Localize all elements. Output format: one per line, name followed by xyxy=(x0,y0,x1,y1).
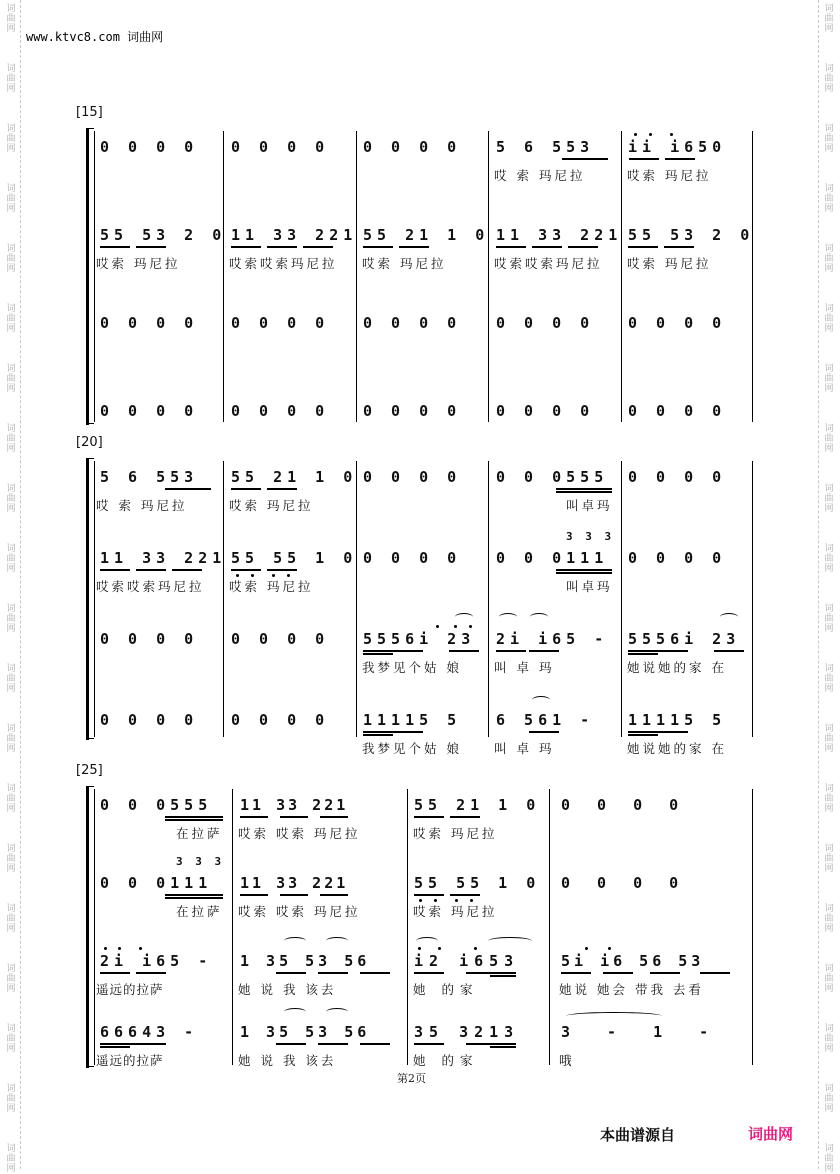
beam-underline xyxy=(318,1043,348,1045)
notation-measure: 66643 - xyxy=(100,1023,199,1041)
watermark-text: 词 曲 网 xyxy=(6,904,16,934)
lyric-line: 哎索 玛尼拉 xyxy=(413,904,498,919)
system-line xyxy=(94,789,95,1065)
notation-measure: 11115 5 xyxy=(628,711,727,729)
lyric-line: 哎索 玛尼拉 xyxy=(96,256,181,271)
beam-underline xyxy=(231,488,261,490)
lyric-line: 叫 卓 玛 xyxy=(494,741,555,756)
notation-measure: 11 33 221 xyxy=(240,874,349,892)
low-octave-dot xyxy=(251,574,254,577)
watermark-text: 词 曲 网 xyxy=(824,304,834,334)
tie-arc xyxy=(416,937,438,945)
low-octave-dot xyxy=(272,574,275,577)
watermark-text: 词 曲 网 xyxy=(824,1084,834,1114)
notation-measure: 6 561 - xyxy=(496,711,595,729)
beam-underline xyxy=(664,246,694,248)
beam-underline xyxy=(280,816,308,818)
high-octave-dot xyxy=(438,947,441,950)
high-octave-dot xyxy=(608,947,611,950)
high-octave-dot xyxy=(118,947,121,950)
beam-underline xyxy=(556,491,612,493)
low-octave-dot xyxy=(419,899,422,902)
watermark-text: 词 曲 网 xyxy=(824,484,834,514)
beam-underline xyxy=(561,972,591,974)
barline xyxy=(621,461,622,737)
notation-measure: 11 33 221 xyxy=(231,226,358,244)
watermark-text: 词 曲 网 xyxy=(824,64,834,94)
high-octave-dot xyxy=(418,947,421,950)
notation-measure: 0 0 0 0 xyxy=(231,402,330,420)
watermark-text: 词 曲 网 xyxy=(6,724,16,754)
tie-arc xyxy=(566,1012,662,1020)
barline xyxy=(488,131,489,422)
notation-measure: 5i i6 56 53 xyxy=(561,952,705,970)
watermark-text: 词 曲 网 xyxy=(824,964,834,994)
beam-underline xyxy=(414,972,444,974)
beam-underline xyxy=(303,246,333,248)
beam-underline xyxy=(100,246,130,248)
beam-underline xyxy=(490,975,516,977)
notation-measure: 0 0 0 0 xyxy=(628,468,727,486)
lyric-line: 哎索 哎索 玛尼拉 xyxy=(238,904,361,919)
beam-underline xyxy=(240,816,268,818)
beam-underline xyxy=(466,972,516,974)
beam-underline xyxy=(276,972,306,974)
beam-underline xyxy=(100,1043,166,1045)
beam-underline xyxy=(532,246,562,248)
beam-underline xyxy=(100,1046,130,1048)
beam-underline xyxy=(231,246,261,248)
watermark-text: 词 曲 网 xyxy=(824,4,834,34)
beam-underline xyxy=(267,488,297,490)
watermark-text: 词 曲 网 xyxy=(6,4,16,34)
lyric-line: 叫卓玛 xyxy=(566,579,613,594)
notation-measure: 55 21 1 0 xyxy=(414,796,541,814)
beam-underline xyxy=(628,734,658,736)
notation-measure: 55 55 1 0 xyxy=(231,549,358,567)
notation-measure: 0 0 0 0 xyxy=(561,874,688,892)
barline xyxy=(752,461,753,737)
beam-underline xyxy=(628,653,658,655)
tie-arc xyxy=(488,937,532,945)
watermark-text: 词 曲 网 xyxy=(6,1084,16,1114)
high-octave-dot xyxy=(454,625,457,628)
lyric-line: 哎索 玛尼拉 xyxy=(229,498,314,513)
notation-measure: 0 0 0 0 xyxy=(100,711,199,729)
beam-underline xyxy=(450,816,480,818)
lyric-line: 哎索哎索玛尼拉 xyxy=(96,579,205,594)
site-logo[interactable]: 词曲网 xyxy=(748,1125,794,1143)
tie-arc xyxy=(284,937,306,945)
tie-arc xyxy=(720,613,738,621)
lyric-line: 哎索 玛尼拉 xyxy=(627,256,712,271)
beam-underline xyxy=(628,246,658,248)
watermark-text: 词 曲 网 xyxy=(824,124,834,154)
lyric-line: 遥远的拉萨 xyxy=(96,982,164,997)
beam-underline xyxy=(665,158,695,160)
notation-measure: 0 0 0 0 xyxy=(496,402,595,420)
watermark-text: 词 曲 网 xyxy=(6,664,16,694)
notation-measure: 0 0 0 0 xyxy=(628,549,727,567)
notation-measure: 0 0 0 0 xyxy=(363,468,462,486)
low-octave-dot xyxy=(470,899,473,902)
tie-arc xyxy=(455,613,473,621)
barline xyxy=(356,131,357,422)
lyric-line: 在拉萨 xyxy=(176,826,223,841)
lyric-line: 哎索哎索玛尼拉 xyxy=(229,256,338,271)
beam-underline xyxy=(267,569,297,571)
beam-underline xyxy=(363,731,423,733)
notation-measure: ii i650 xyxy=(628,138,727,156)
lyric-line: 哎索 玛尼拉 xyxy=(627,168,712,183)
beam-underline xyxy=(700,972,730,974)
watermark-text: 词 曲 网 xyxy=(6,304,16,334)
beam-underline xyxy=(496,650,526,652)
watermark-text: 词 曲 网 xyxy=(6,604,16,634)
barline xyxy=(752,789,753,1065)
notation-measure: i2 i653 xyxy=(414,952,520,970)
barline xyxy=(356,461,357,737)
notation-measure: 11 33 221 xyxy=(496,226,623,244)
beam-underline xyxy=(320,816,348,818)
watermark-text: 词 曲 网 xyxy=(824,424,834,454)
watermark-text: 词 曲 网 xyxy=(6,64,16,94)
beam-underline xyxy=(165,488,211,490)
notation-measure: 55 21 1 0 xyxy=(363,226,490,244)
notation-measure: 0 0 0 0 xyxy=(628,314,727,332)
high-octave-dot xyxy=(649,133,652,136)
notation-measure: 0 0 0 0 xyxy=(363,138,462,156)
beam-underline xyxy=(165,897,223,899)
lyric-line: 她说她的家 在 xyxy=(627,741,727,756)
tie-arc xyxy=(532,696,550,704)
notation-measure: 0 0 0111 xyxy=(496,549,609,567)
barline xyxy=(488,461,489,737)
notation-measure: 0 0 0 0 xyxy=(100,138,199,156)
barline xyxy=(223,461,224,737)
beam-underline xyxy=(363,653,393,655)
notation-measure: 1 35 53 56 xyxy=(240,952,371,970)
high-octave-dot xyxy=(474,947,477,950)
watermark-text: 词 曲 网 xyxy=(6,1144,16,1174)
lyric-line: 她 说 我 该去 xyxy=(238,1053,337,1068)
lyric-line: 在拉萨 xyxy=(176,904,223,919)
lyric-line: 遥远的拉萨 xyxy=(96,1053,164,1068)
barline xyxy=(232,789,233,1065)
watermark-text: 词 曲 网 xyxy=(824,1144,834,1174)
notation-measure: 55 55 1 0 xyxy=(414,874,541,892)
left-edge-line xyxy=(20,0,21,1169)
beam-underline xyxy=(399,246,429,248)
lyric-line: 她说她的家 在 xyxy=(627,660,727,675)
watermark-text: 词 曲 网 xyxy=(824,724,834,754)
high-octave-dot xyxy=(436,625,439,628)
beam-underline xyxy=(628,731,688,733)
watermark-text: 词 曲 网 xyxy=(824,664,834,694)
notation-measure: 0 0 0 0 xyxy=(496,314,595,332)
notation-measure: 0 0 0111 xyxy=(100,874,213,892)
notation-measure: 0 0 0 0 xyxy=(231,314,330,332)
low-octave-dot xyxy=(434,899,437,902)
beam-underline xyxy=(556,572,612,574)
notation-measure: 0 0 0 0 xyxy=(231,138,330,156)
barline xyxy=(223,131,224,422)
notation-measure: 5 6 553 xyxy=(496,138,595,156)
lyric-line: 哎 索 玛尼拉 xyxy=(494,168,586,183)
lyric-line: 我梦见个姑 娘 xyxy=(362,660,462,675)
watermark-text: 词 曲 网 xyxy=(824,184,834,214)
notation-measure: 5556i 23 xyxy=(628,630,741,648)
beam-underline xyxy=(414,1043,444,1045)
notation-measure: 1 35 53 56 xyxy=(240,1023,371,1041)
low-octave-dot xyxy=(287,574,290,577)
beam-underline xyxy=(165,816,223,818)
notation-measure: 0 0 0 0 xyxy=(100,630,199,648)
watermark-text: 词 曲 网 xyxy=(824,244,834,274)
beam-underline xyxy=(318,972,348,974)
high-octave-dot xyxy=(585,947,588,950)
watermark-text: 词 曲 网 xyxy=(6,424,16,454)
beam-underline xyxy=(629,158,659,160)
tie-arc xyxy=(284,1008,306,1016)
beam-underline xyxy=(136,972,166,974)
notation-measure: 0 0 0 0 xyxy=(100,402,199,420)
notation-measure: 55 53 2 0 xyxy=(628,226,755,244)
barline xyxy=(752,131,753,422)
high-octave-dot xyxy=(104,947,107,950)
notation-measure: 35 3213 xyxy=(414,1023,520,1041)
beam-underline xyxy=(276,1043,306,1045)
beam-underline xyxy=(165,819,223,821)
beam-underline xyxy=(100,569,130,571)
watermark-text: 词 曲 网 xyxy=(824,544,834,574)
beam-underline xyxy=(414,816,444,818)
beam-underline xyxy=(496,246,526,248)
notation-measure: 5556i 23 xyxy=(363,630,476,648)
measure-marker: [25] xyxy=(76,763,103,778)
measure-marker: [20] xyxy=(76,435,103,450)
notation-measure: 0 0 0 0 xyxy=(100,314,199,332)
high-octave-dot xyxy=(469,625,472,628)
notation-measure: 55 53 2 0 xyxy=(100,226,227,244)
notation-measure: 0 0 0555 xyxy=(496,468,609,486)
beam-underline xyxy=(449,650,479,652)
beam-underline xyxy=(231,569,261,571)
lyric-line: 叫卓玛 xyxy=(566,498,613,513)
site-header[interactable]: www.ktvc8.com 词曲网 xyxy=(26,30,164,44)
beam-underline xyxy=(450,894,480,896)
beam-underline xyxy=(280,894,308,896)
beam-underline xyxy=(650,972,680,974)
beam-underline xyxy=(529,731,559,733)
beam-underline xyxy=(628,650,688,652)
lyric-line: 她 的家 xyxy=(413,1053,479,1068)
lyric-line: 哎 索 玛尼拉 xyxy=(96,498,188,513)
beam-underline xyxy=(320,894,348,896)
high-octave-dot xyxy=(634,133,637,136)
notation-measure: 11 33 221 xyxy=(240,796,349,814)
notation-measure: 11 33 221 xyxy=(100,549,227,567)
lyric-line: 我梦见个姑 娘 xyxy=(362,741,462,756)
lyric-line: 哎索 玛尼拉 xyxy=(413,826,498,841)
watermark-text: 词 曲 网 xyxy=(824,364,834,394)
beam-underline xyxy=(556,569,612,571)
beam-underline xyxy=(240,894,268,896)
watermark-text: 词 曲 网 xyxy=(824,784,834,814)
notation-measure: 0 0 0 0 xyxy=(628,402,727,420)
beam-underline xyxy=(360,972,390,974)
tie-arc xyxy=(326,937,348,945)
lyric-line: 叫 卓 玛 xyxy=(494,660,555,675)
beam-underline xyxy=(165,894,223,896)
lyric-line: 哦 xyxy=(559,1053,575,1068)
watermark-text: 词 曲 网 xyxy=(6,844,16,874)
lyric-line: 哎索哎索玛尼拉 xyxy=(494,256,603,271)
lyric-line: 她 的家 xyxy=(413,982,479,997)
watermark-text: 词 曲 网 xyxy=(6,244,16,274)
notation-measure: 0 0 0 0 xyxy=(363,314,462,332)
beam-underline xyxy=(100,972,130,974)
notation-measure: 2i i65 - xyxy=(100,952,213,970)
triplet-marks: 3 3 3 xyxy=(566,530,615,543)
notation-measure: 0 0 0555 xyxy=(100,796,213,814)
beam-underline xyxy=(490,1046,516,1048)
page-number: 第2页 xyxy=(397,1072,426,1085)
beam-underline xyxy=(562,158,608,160)
beam-underline xyxy=(172,569,202,571)
high-octave-dot xyxy=(139,947,142,950)
beam-underline xyxy=(568,246,598,248)
notation-measure: 0 0 0 0 xyxy=(363,402,462,420)
measure-marker: [15] xyxy=(76,105,103,120)
notation-measure: 0 0 0 0 xyxy=(561,796,688,814)
lyric-line: 她说 她会 带我 去看 xyxy=(559,982,704,997)
notation-measure: 55 21 1 0 xyxy=(231,468,358,486)
beam-underline xyxy=(556,488,612,490)
system-line xyxy=(94,131,95,422)
notation-measure: 2i i65 - xyxy=(496,630,609,648)
beam-underline xyxy=(529,650,559,652)
source-label: 本曲谱源自 xyxy=(600,1126,676,1144)
watermark-text: 词 曲 网 xyxy=(6,364,16,394)
watermark-text: 词 曲 网 xyxy=(6,544,16,574)
watermark-text: 词 曲 网 xyxy=(824,844,834,874)
low-octave-dot xyxy=(455,899,458,902)
low-octave-dot xyxy=(236,574,239,577)
high-octave-dot xyxy=(670,133,673,136)
beam-underline xyxy=(603,972,633,974)
beam-underline xyxy=(466,1043,516,1045)
beam-underline xyxy=(136,246,166,248)
watermark-text: 词 曲 网 xyxy=(824,1024,834,1054)
lyric-line: 哎索 哎索 玛尼拉 xyxy=(238,826,361,841)
watermark-text: 词 曲 网 xyxy=(824,904,834,934)
triplet-marks: 3 3 3 xyxy=(176,855,225,868)
tie-arc xyxy=(326,1008,348,1016)
watermark-text: 词 曲 网 xyxy=(6,784,16,814)
watermark-text: 词 曲 网 xyxy=(6,484,16,514)
watermark-text: 词 曲 网 xyxy=(6,124,16,154)
beam-underline xyxy=(714,650,744,652)
notation-measure: 0 0 0 0 xyxy=(231,630,330,648)
notation-measure: 0 0 0 0 xyxy=(363,549,462,567)
right-edge-line xyxy=(818,0,819,1169)
tie-arc xyxy=(499,613,517,621)
lyric-line: 哎索 玛尼拉 xyxy=(362,256,447,271)
beam-underline xyxy=(363,246,393,248)
notation-measure: 3 - 1 - xyxy=(561,1023,723,1041)
beam-underline xyxy=(414,894,444,896)
system-line xyxy=(94,461,95,737)
notation-measure: 11115 5 xyxy=(363,711,462,729)
watermark-text: 词 曲 网 xyxy=(6,964,16,994)
barline xyxy=(549,789,550,1065)
barline xyxy=(621,131,622,422)
beam-underline xyxy=(267,246,297,248)
notation-measure: 5 6 553 xyxy=(100,468,199,486)
notation-measure: 0 0 0 0 xyxy=(231,711,330,729)
lyric-line: 哎索 玛尼拉 xyxy=(229,579,314,594)
barline xyxy=(407,789,408,1065)
watermark-text: 词 曲 网 xyxy=(6,1024,16,1054)
beam-underline xyxy=(363,650,423,652)
beam-underline xyxy=(363,734,393,736)
beam-underline xyxy=(136,569,166,571)
lyric-line: 她 说 我 该去 xyxy=(238,982,337,997)
watermark-text: 词 曲 网 xyxy=(824,604,834,634)
tie-arc xyxy=(530,613,548,621)
watermark-text: 词 曲 网 xyxy=(6,184,16,214)
beam-underline xyxy=(360,1043,390,1045)
